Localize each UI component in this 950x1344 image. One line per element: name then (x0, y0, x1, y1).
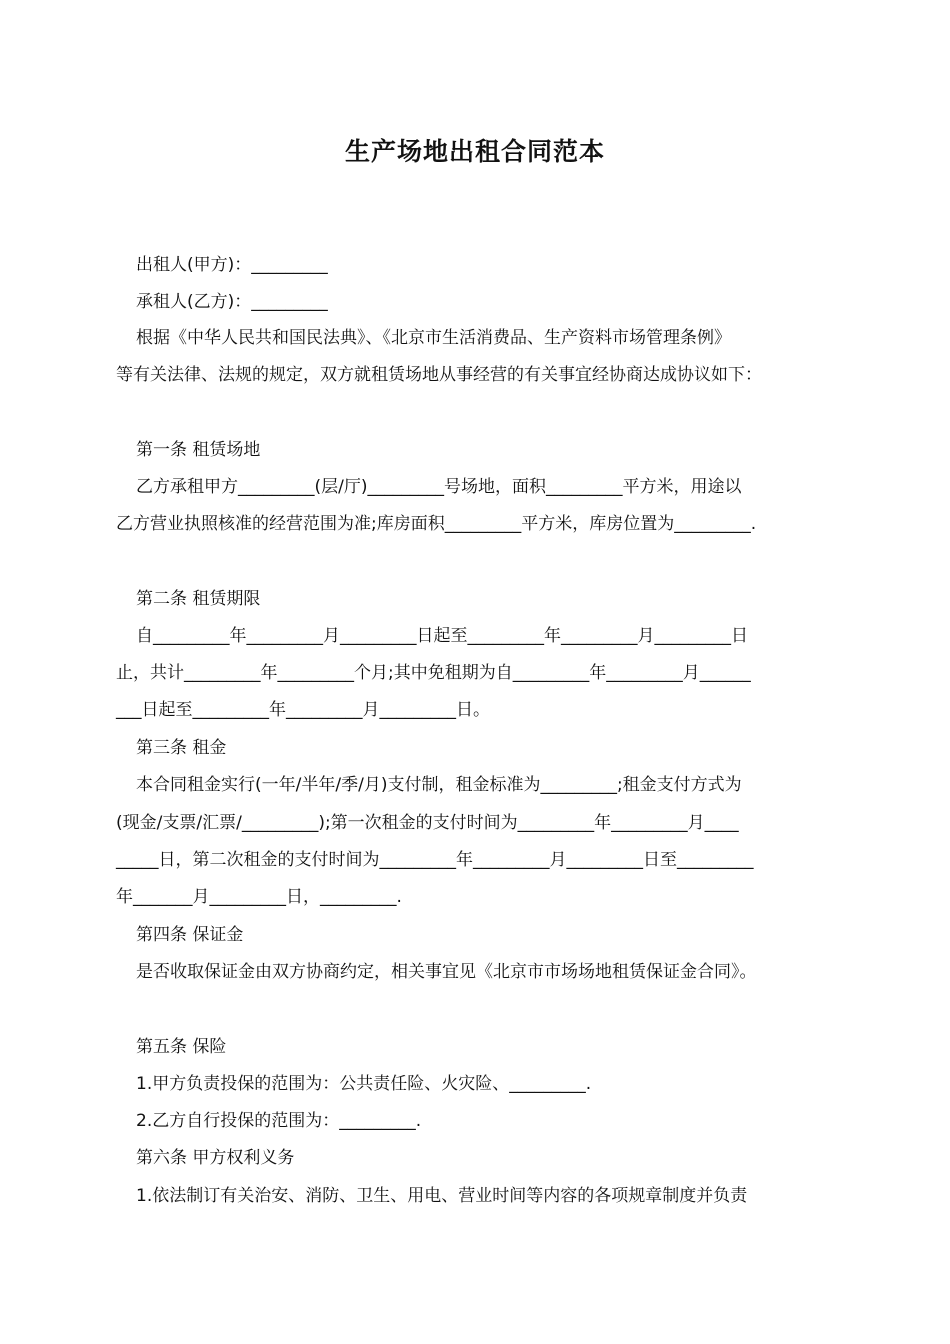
article-3-line-2: (现金/支票/汇票/_________);第一次租金的支付时间为_________年_________月____ (116, 813, 739, 833)
article-2-line-2: 止，共计_________年_________个月;其中免租期为自_________年_________月______ (116, 663, 751, 683)
preamble-line-2: 等有关法律、法规的规定，双方就租赁场地从事经营的有关事宜经协商达成协议如下： (116, 365, 762, 385)
lessee-line: 承租人(乙方)：_________ (136, 292, 328, 312)
preamble-line-1: 根据《中华人民共和国民法典》、《北京市生活消费品、生产资料市场管理条例》 (136, 328, 731, 348)
article-3-line-3: _____日，第二次租金的支付时间为_________年_________月_________日至_________ (116, 850, 754, 870)
article-2-line-3: ___日起至_________年_________月_________日。 (116, 700, 490, 720)
article-6-item-1: 1.依法制订有关治安、消防、卫生、用电、营业时间等内容的各项规章制度并负责 (136, 1186, 748, 1206)
article-1-line-2: 乙方营业执照核准的经营范围为准;库房面积_________平方米，库房位置为_________. (116, 514, 757, 534)
article-1-heading: 第一条 租赁场地 (136, 440, 261, 460)
article-4-line-1: 是否收取保证金由双方协商约定，相关事宜见《北京市市场场地租赁保证金合同》。 (136, 962, 757, 982)
lessor-line: 出租人(甲方)：_________ (136, 255, 328, 275)
article-5-item-1: 1.甲方负责投保的范围为：公共责任险、火灾险、_________. (136, 1074, 592, 1094)
article-2-line-1: 自_________年_________月_________日起至_________年_________月_________日 (136, 626, 748, 646)
article-2-heading: 第二条 租赁期限 (136, 589, 261, 609)
article-4-heading: 第四条 保证金 (136, 925, 244, 945)
document-title: 生产场地出租合同范本 (344, 137, 605, 166)
article-3-line-4: 年_______月_________日，_________. (116, 887, 402, 907)
article-1-line-1: 乙方承租甲方_________(层/厅)_________号场地，面积_________平方米，用途以 (136, 477, 742, 497)
article-5-heading: 第五条 保险 (136, 1037, 227, 1057)
article-5-item-2: 2.乙方自行投保的范围为：_________. (136, 1111, 422, 1131)
article-6-heading: 第六条 甲方权利义务 (136, 1148, 295, 1168)
article-3-line-1: 本合同租金实行(一年/半年/季/月)支付制，租金标准为_________;租金支付方式为 (136, 775, 742, 795)
article-3-heading: 第三条 租金 (136, 738, 227, 758)
